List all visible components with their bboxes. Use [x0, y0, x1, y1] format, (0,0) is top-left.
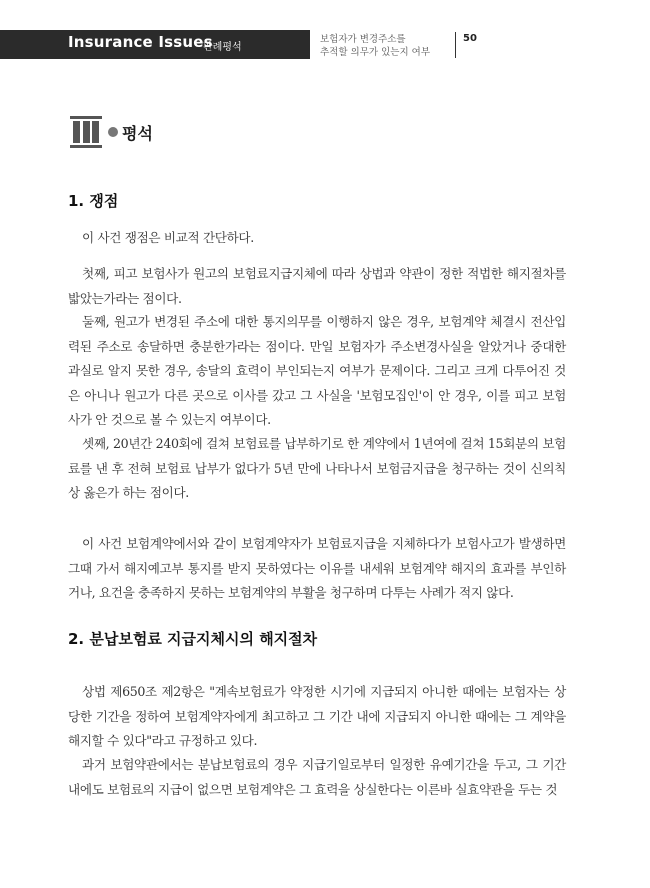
body-paragraph-7: 과거 보험약관에서는 분납보험료의 경우 지급기일로부터 일정한 유예기간을 두고, 그 기간 내에도 보험료의 지급이 없으면 보험계약은 그 효력을 상실한다는 이른바 실효약관을 두는 것 — [68, 757, 566, 797]
roman-numeral-three — [70, 116, 102, 148]
body-paragraph-5: 이 사건 보험계약에서와 같이 보험계약자가 보험료지급을 지체하다가 보험사고가 발생하면 그때 가서 해지예고부 통지를 받지 못하였다는 이유를 내세워 보험계약 해지의 효과를 부인하거나, 요건을 충족하지 못하는 보험계약의 부활을 청구하며 다투는 사례가 적지 않다. — [68, 536, 566, 600]
header-divider — [455, 32, 456, 58]
body-paragraph-2: 첫째, 피고 보험사가 원고의 보험료지급지체에 따라 상법과 약관이 정한 적법한 해지절차를 밟았는가라는 점이다. — [68, 266, 566, 306]
bullet-dot-icon — [108, 127, 118, 137]
body-paragraph-3: 둘째, 원고가 변경된 주소에 대한 통지의무를 이행하지 않은 경우, 보험계약 체결시 전산입력된 주소로 송달하면 충분한가라는 점이다. 만일 보험자가 주소변경사실을 알았거나 중대한 과실로 알지 못한 경우, 송달의 효력이 부인되는지 여부가 문제이다. 그리고 크게 다투어진 것은 아니나 원고가 다른 곳으로 이사를 갔고 그 사실을 '보험모집인'이 안 경우, 이를 피고 보험사가 안 것으로 볼 수 있는지 여부이다. — [68, 314, 566, 427]
body-paragraph-6: 상법 제650조 제2항은 "계속보험료가 약정한 시기에 지급되지 아니한 때에는 보험자는 상당한 기간을 정하여 보험계약자에게 최고하고 그 기간 내에 지급되지 아니한 때에는 그 계약을 해지할 수 있다"라고 규정하고 있다. — [68, 684, 566, 748]
body-paragraph-4: 셋째, 20년간 240회에 걸쳐 보험료를 납부하기로 한 계약에서 1년여에 걸쳐 15회분의 보험료를 낸 후 전혀 보험료 납부가 없다가 5년 만에 나타나서 보험금지급을 청구하는 것이 신의칙상 옳은가 하는 점이다. — [68, 436, 566, 500]
article-title-line-2: 추적할 의무가 있는지 여부 — [320, 47, 431, 58]
body-paragraph-1: 이 사건 쟁점은 비교적 간단하다. — [82, 230, 254, 245]
journal-title: Insurance Issues — [68, 33, 213, 51]
page-number: 50 — [463, 33, 477, 44]
section-title: 평석 — [122, 124, 153, 143]
article-title-line-1: 보험자가 변경주소를 — [320, 34, 406, 45]
section-label: 판례평석 — [203, 42, 242, 53]
subsection-heading-1: 1. 쟁점 — [68, 192, 119, 210]
subsection-heading-2: 2. 분납보험료 지급지체시의 해지절차 — [68, 630, 318, 648]
article-running-title — [320, 33, 430, 59]
